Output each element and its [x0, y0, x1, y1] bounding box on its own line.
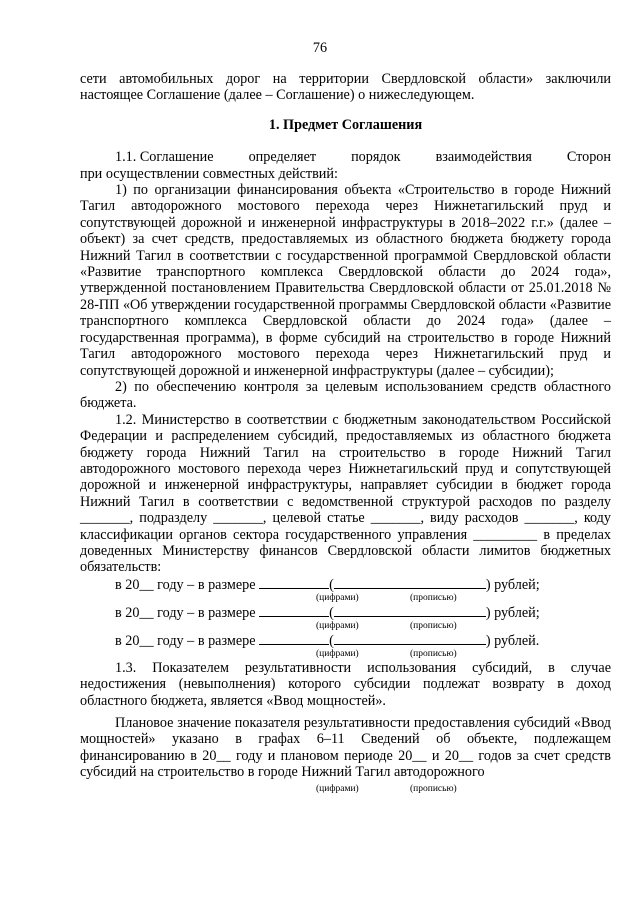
caption-words: (прописью)	[410, 648, 457, 659]
clause-1-1-word: порядок	[351, 149, 401, 166]
amount-digits-blank	[259, 604, 329, 617]
amount-suffix: рублей;	[494, 576, 540, 593]
intro-paragraph: сети автомобильных дорог на территории Свердловской области» заключили настоящее Соглашение (далее – Соглашение) о нижеследующем.	[80, 71, 611, 104]
clause-1-1-item-2: 2) по обеспечению контроля за целевым использованием средств областного бюджета.	[80, 378, 611, 412]
clause-1-2: 1.2. Министерство в соответствии с бюджетным законодательством Российской Федерации и распределением субсидий, предоставляемых из областного бюджета бюджету города Нижний Тагил на строительство в городе Нижний Тагил автодорожного мостового перехода через Нижнетагильский пруд и сопутствующей дорожной и инженерной инфраструктуры, направляет субсидии в бюджет города Нижний Тагил в соответствии с ведомственной структурой расходов по разделу _______, подразделу _______, целевой статье _______, виду расходов _______, коду классификации органов сектора государственного управления _________ в пределах доведенных Министерству финансов Свердловской области лимитов бюджетных обязательств:	[80, 411, 611, 576]
plan-value-paragraph: Плановое значение показателя результативности предоставления субсидий «Ввод мощностей» указано в графах 6–11 Сведений об объекте, подлежащем финансированию в 20__ году и плановом периоде 20__ и 20__ годов за счет средств субсидий на строительство в городе Нижний Тагил автодорожного	[80, 715, 611, 781]
amount-suffix: рублей.	[494, 632, 540, 649]
document-body	[80, 71, 611, 801]
footer-captions	[80, 781, 611, 801]
amount-digits-blank	[259, 632, 329, 645]
amount-words-blank	[334, 576, 486, 589]
clause-1-1-item-1: 1) по организации финансирования объекта «Строительство в городе Нижний Тагил автодорожного мостового перехода через Нижнетагильский пруд и сопутствующей дорожной и инженерной инфраструктуры в 2018–2022 г.г.» (далее – объект) за счет средств, предоставляемых из областного бюджета бюджету города Нижний Тагил в соответствии с государственной программой Свердловской области «Развитие транспортного комплекса Свердловской области до 2024 года», утвержденной постановлением Правительства Свердловской области от 25.01.2018 № 28-ПП «Об утверждении государственной программы Свердловской области «Развитие транспортного комплекса Свердловской области до 2024 года» (далее – государственная программа), в форме субсидий на строительство в городе Нижний Тагил автодорожного мостового перехода через Нижнетагильский пруд и сопутствующей дорожной и инженерной инфраструктуры (далее – субсидии);	[80, 182, 611, 379]
caption-digits: (цифрами)	[316, 648, 359, 659]
amount-prefix: в 20__ году – в размере	[115, 604, 256, 621]
amount-prefix: в 20__ году – в размере	[115, 576, 256, 593]
amount-words-blank	[334, 632, 486, 645]
amount-words-blank	[334, 604, 486, 617]
clause-1-1-word: определяет	[248, 149, 317, 166]
amount-line-3: в 20__ году – в размере ( ) рублей. (цифрами) (прописью)	[115, 632, 540, 659]
clause-1-3: 1.3. Показателем результативности использования субсидий, в случае недостижения (невыполнения) которого субсидии подлежат возврату в доход областного бюджета, является «Ввод мощностей».	[80, 659, 611, 709]
clause-1-1-word: Сторон	[566, 149, 611, 166]
caption-words: (прописью)	[410, 620, 457, 631]
caption-digits: (цифрами)	[316, 620, 359, 631]
clause-1-1-continuation: при осуществлении совместных действий:	[80, 165, 338, 182]
section-title: 1. Предмет Соглашения	[268, 116, 423, 133]
amount-line-2: в 20__ году – в размере ( ) рублей; (цифрами) (прописью)	[115, 604, 540, 631]
amount-suffix: рублей;	[494, 604, 540, 621]
clause-1-1-first-line	[80, 149, 611, 165]
page-number: 76	[312, 40, 328, 56]
caption-words: (прописью)	[410, 592, 457, 603]
caption-digits: (цифрами)	[316, 783, 359, 794]
amount-prefix: в 20__ году – в размере	[115, 632, 256, 649]
amount-digits-blank	[259, 576, 329, 589]
caption-words: (прописью)	[410, 783, 457, 794]
caption-digits: (цифрами)	[316, 592, 359, 603]
clause-1-1-word: взаимодействия	[435, 149, 532, 166]
amount-line-1: в 20__ году – в размере ( ) рублей; (цифрами) (прописью)	[115, 576, 540, 603]
clause-1-1-word: 1.1. Соглашение	[115, 149, 214, 166]
